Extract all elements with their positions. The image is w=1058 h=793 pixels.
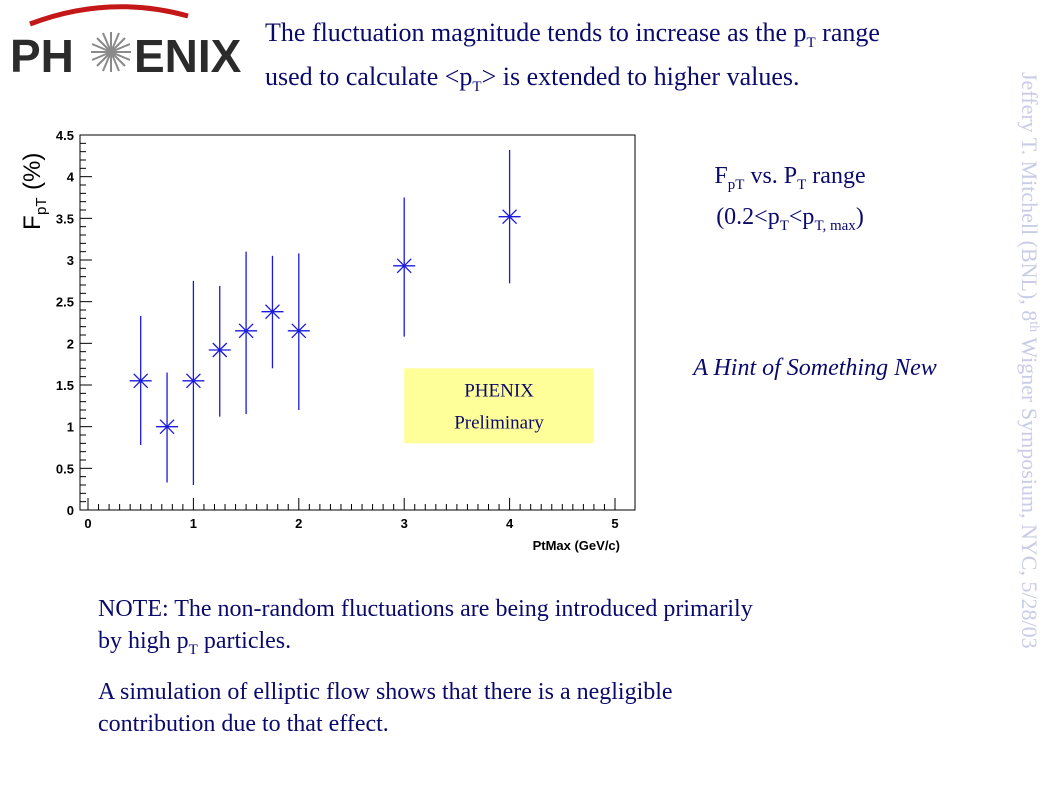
y-axis-label <box>19 153 50 230</box>
annotation-line-2: Preliminary <box>454 412 544 434</box>
y-axis-label-sub: pT <box>33 197 50 215</box>
y-tick-label: 1.5 <box>55 378 74 393</box>
fpt-vs-ptmax-chart <box>0 120 650 560</box>
x-tick-label: 1 <box>189 516 198 531</box>
y-tick-label: 0 <box>66 503 74 518</box>
y-tick-label: 3.5 <box>55 211 74 227</box>
x-tick-label: 0 <box>84 516 92 531</box>
x-axis-label: PtMax (GeV/c) <box>532 538 620 553</box>
y-axis-label-f: F <box>19 215 46 230</box>
y-tick-label: 2.5 <box>55 294 74 310</box>
note-1: NOTE: The non-random fluctuations are being introduced primarily by high $p_T$ particles. <box>98 596 753 658</box>
plot-frame <box>80 135 635 510</box>
note-2: A simulation of elliptic flow shows that there is a negligible contribution due to that effect. <box>98 678 673 737</box>
subtitle-line-1: $F_{pT}$ vs. $P_T$ range <box>714 163 866 193</box>
notes-block <box>98 593 758 750</box>
x-tick-label: 3 <box>400 516 408 531</box>
x-tick-label: 5 <box>611 516 619 531</box>
annotation-line-1: PHENIX <box>464 380 534 402</box>
author-watermark <box>1000 60 1058 760</box>
y-tick-label: 2 <box>66 336 74 352</box>
preliminary-annotation <box>404 368 594 443</box>
logo-text-left: PH <box>10 30 74 82</box>
headline-text: The fluctuation magnitude tends to increase as the $p_T$ range used to calculate $<p_T>$ is extended to higher values. <box>265 18 880 96</box>
watermark-text: Jeffery T. Mitchell (BNL), 8th Wigner Symposium, NYC, 5/28/03 <box>1017 72 1042 649</box>
y-tick-label: 0.5 <box>55 461 74 477</box>
y-tick-label: 3 <box>66 253 74 268</box>
hint-text: A Hint of Something New <box>693 355 937 381</box>
y-tick-label: 4 <box>66 169 74 185</box>
y-tick-label: 1 <box>66 419 74 435</box>
x-tick-label: 2 <box>295 516 303 531</box>
y-tick-label: 4.5 <box>55 128 74 143</box>
y-axis-label-unit: (%) <box>19 152 46 190</box>
logo-text-right: ENIX <box>134 30 242 82</box>
phenix-logo <box>8 0 248 90</box>
x-tick-label: 4 <box>505 516 514 531</box>
chart-subtitle <box>640 160 940 242</box>
subtitle-line-2: $(0.2<p_T<p_{T, max})$ <box>716 203 864 234</box>
